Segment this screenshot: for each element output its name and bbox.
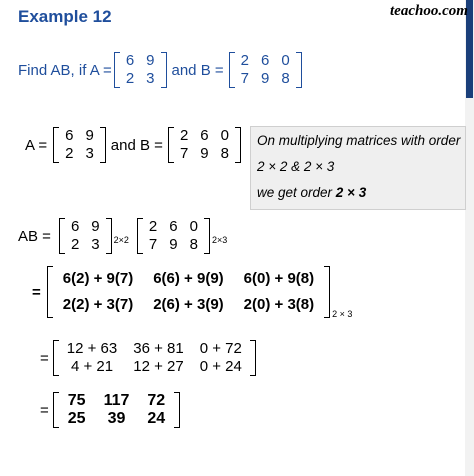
- note-line-2: 2 × 2 & 2 × 3: [257, 159, 335, 174]
- equals-3: =: [40, 401, 49, 419]
- given-line: [25, 127, 243, 163]
- scrollbar[interactable]: [465, 0, 474, 476]
- ab-matrix-b: 2 6 0 7 9 8: [137, 218, 210, 254]
- result-matrix: 75 117 72 25 39 24: [53, 392, 180, 428]
- question-matrix-a: 6 9 2 3: [114, 52, 167, 88]
- ab-label: AB =: [18, 227, 51, 245]
- expanded-order: 2 × 3: [332, 309, 353, 319]
- brand-logo: teachoo.com: [390, 3, 468, 19]
- question-matrix-b: 2 6 0 7 9 8: [229, 52, 302, 88]
- question: [18, 52, 304, 88]
- result-line: [40, 392, 182, 428]
- equals-2: =: [40, 349, 49, 367]
- question-connector: and B =: [171, 61, 224, 79]
- given-b-label: and B =: [110, 136, 163, 154]
- ab-b-order: 2×3: [211, 235, 228, 245]
- given-a-label: A =: [25, 136, 48, 154]
- expanded-matrix: 6(2) + 9(7) 6(6) + 9(9) 6(0) + 9(8) 2(2) + 3(7) 2(6) + 3(9) 2(0) + 3(8): [47, 266, 330, 318]
- ab-matrix-a: 6 9 2 3: [59, 218, 112, 254]
- sums-matrix: 12 + 63 36 + 81 0 + 72 4 + 21 12 + 27 0 + 24: [53, 340, 256, 376]
- example-title: Example 12: [18, 7, 112, 26]
- note-box: [250, 126, 466, 210]
- ab-line: [18, 218, 227, 254]
- question-prefix: Find AB, if A =: [18, 61, 112, 79]
- expanded-line: [32, 266, 352, 318]
- note-line-1: On multiplying matrices with order: [257, 133, 461, 148]
- sums-line: [40, 340, 258, 376]
- given-matrix-a: 6 9 2 3: [53, 127, 106, 163]
- ab-a-order: 2×2: [113, 235, 129, 245]
- equals-1: =: [32, 283, 41, 301]
- note-line-3: we get order 2 × 3: [257, 185, 367, 200]
- given-matrix-b: 2 6 0 7 9 8: [168, 127, 241, 163]
